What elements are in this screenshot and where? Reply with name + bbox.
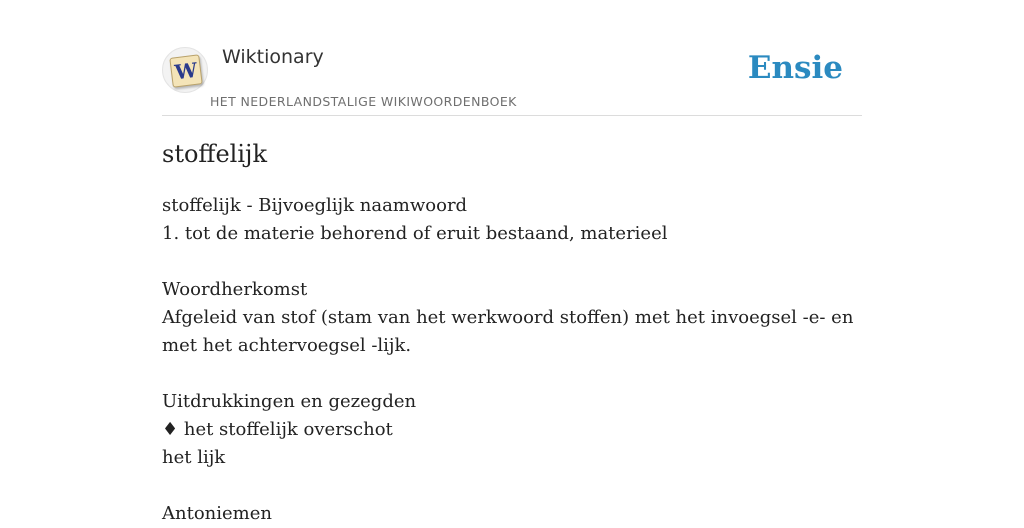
entry-body: [162, 192, 862, 528]
definition-item: 1. tot de materie behorend of eruit bestaand, materieel: [162, 223, 668, 244]
spacer: [162, 472, 862, 500]
site-name[interactable]: Wiktionary: [222, 46, 324, 68]
ensie-brand-link[interactable]: Ensie: [747, 50, 843, 86]
expression-item: ♦ het stoffelijk overschot: [162, 419, 393, 440]
expressions-heading: Uitdrukkingen en gezegden: [162, 391, 417, 412]
etymology-text: Afgeleid van stof (stam van het werkwoord stoffen) met het invoegsel -e- en met het achtervoegsel -lijk.: [162, 307, 854, 356]
page-title: stoffelijk: [162, 140, 267, 168]
wiktionary-logo[interactable]: [162, 47, 208, 93]
site-header: [162, 40, 862, 116]
spacer: [162, 360, 862, 388]
definition-heading: stoffelijk - Bijvoeglijk naamwoord: [162, 195, 468, 216]
site-tagline: HET NEDERLANDSTALIGE WIKIWOORDENBOEK: [210, 94, 517, 109]
entry-content: [162, 138, 862, 528]
antonyms-heading: Antoniemen: [162, 503, 272, 524]
logo-letter: W: [173, 57, 199, 85]
expression-meaning: het lijk: [162, 447, 226, 468]
etymology-heading: Woordherkomst: [162, 279, 308, 300]
spacer: [162, 248, 862, 276]
logo-tile-icon: [169, 54, 202, 87]
